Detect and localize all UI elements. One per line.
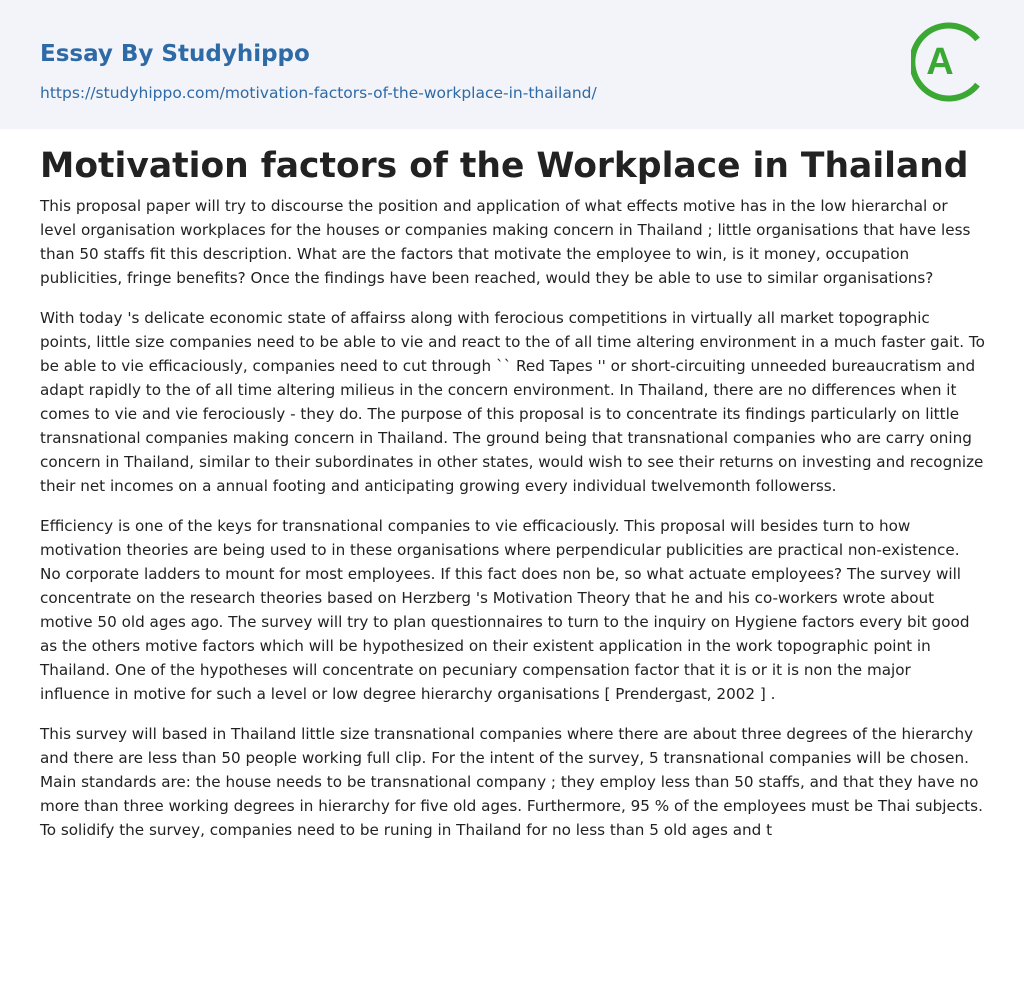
article-url-link[interactable]: https://studyhippo.com/motivation-factors-of-the-workplace-in-thailand/ <box>40 84 597 102</box>
logo-letter: A <box>926 41 954 83</box>
article-title: Motivation factors of the Workplace in Thailand <box>40 146 969 186</box>
article-paragraph: Efficiency is one of the keys for transnational companies to vie efficaciously. This proposal will besides turn to how motivation theories are being used to in these organisations where perpendicular publicities are practical non-existence. No corporate ladders to mount for most employees. If this fact does non be, so what actuate employees? The survey will concentrate on the research theories based on Herzberg 's Motivation Theory that he and his co-workers wrote about motive 50 old ages ago. The survey will try to plan questionnaires to turn to the inquiry on Hygiene factors every bit good as the others motive factors which will be hypothesized on their existent application in the work topographic point in Thailand. One of the hypotheses will concentrate on pecuniary compensation factor that it is or it is non the major influence in motive for such a level or low degree hierarchy organisations [ Prendergast, 2002 ] . <box>40 517 970 703</box>
site-brand[interactable]: Essay By Studyhippo <box>40 41 310 67</box>
article-body <box>40 194 985 858</box>
article-paragraph: With today 's delicate economic state of affairss along with ferocious competitions in virtually all market topographic points, little size companies need to be able to vie and react to the of all time altering environment in a much faster gait. To be able to vie efficaciously, companies need to cut through `` Red Tapes '' or short-circuiting unneeded bureaucratism and adapt rapidly to the of all time altering milieus in the concern environment. In Thailand, there are no differences when it comes to vie and vie ferociously - they do. The purpose of this proposal is to concentrate its findings particularly on little transnational companies making concern in Thailand. The ground being that transnational companies who are carry oning concern in Thailand, similar to their subordinates in other states, would wish to see their returns on investing and recognize their net incomes on a annual footing and anticipating growing every individual twelvemonth followerss. <box>40 309 985 495</box>
studyhippo-logo-icon[interactable] <box>911 18 989 106</box>
article-paragraph: This proposal paper will try to discourse the position and application of what effects motive has in the low hierarchal or level organisation workplaces for the houses or companies making concern in Thailand ; little organisations that have less than 50 staffs fit this description. What are the factors that motivate the employee to win, is it money, occupation publicities, fringe benefits? Once the findings have been reached, would they be able to use to similar organisations? <box>40 197 971 287</box>
site-header <box>0 0 1024 129</box>
article-paragraph: This survey will based in Thailand little size transnational companies where there are about three degrees of the hierarchy and there are less than 50 people working full clip. For the intent of the survey, 5 transnational companies will be chosen. Main standards are: the house needs to be transnational company ; they employ less than 50 staffs, and that they have no more than three working degrees in hierarchy for five old ages. Furthermore, 95 % of the employees must be Thai subjects. To solidify the survey, companies need to be runing in Thailand for no less than 5 old ages and t <box>40 725 983 839</box>
